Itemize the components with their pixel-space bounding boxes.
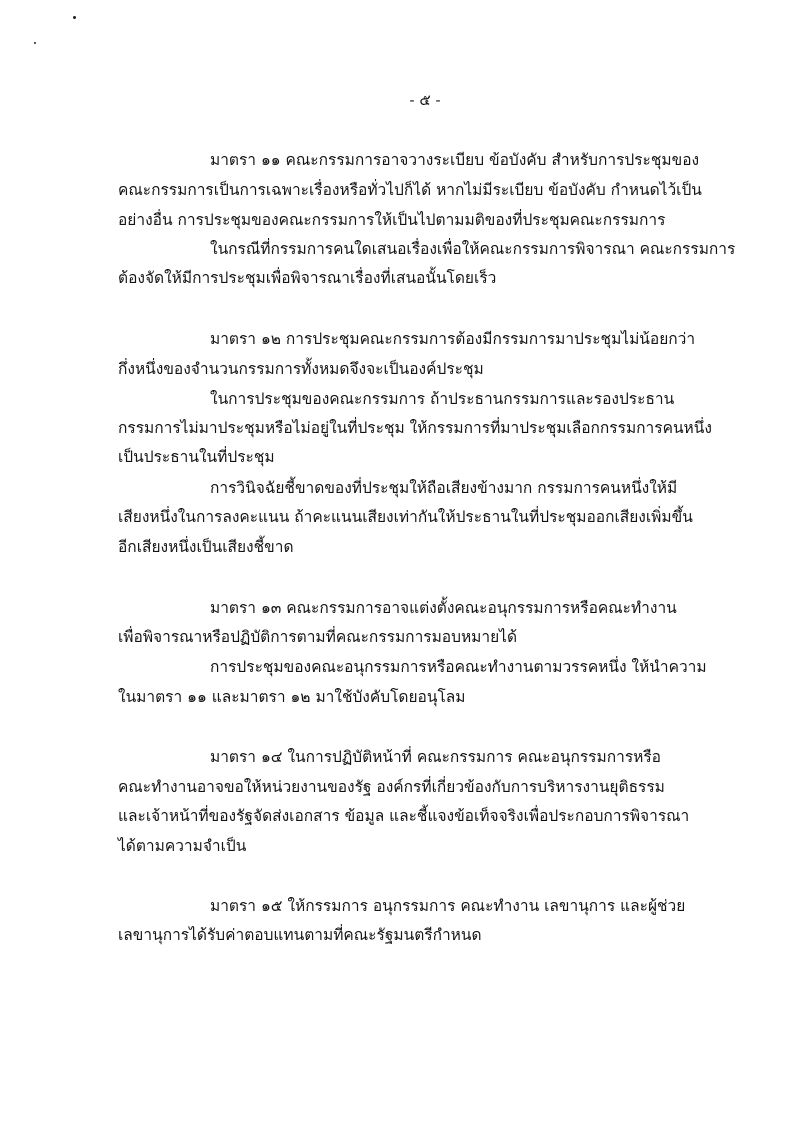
section-12-text-line: เป็นประธานในที่ประชุม [118,448,275,466]
section-14-heading-line: มาตรา ๑๔ ในการปฏิบัติหน้าที่ คณะกรรมการ คณะอนุกรรมการหรือ [210,748,661,766]
section-12-paragraph-2-line: ในการประชุมของคณะกรรมการ ถ้าประธานกรรมการและรองประธาน [210,390,675,408]
section-11-text-line: คณะกรรมการเป็นการเฉพาะเรื่องหรือทั่วไปก็ได้ หากไม่มีระเบียบ ข้อบังคับ กำหนดไว้เป็น [118,181,702,199]
section-14-text-line: และเจ้าหน้าที่ของรัฐจัดส่งเอกสาร ข้อมูล และชี้แจงข้อเท็จจริงเพื่อประกอบการพิจารณา [118,807,690,825]
section-13-text-line: เพื่อพิจารณาหรือปฏิบัติการตามที่คณะกรรมการมอบหมายได้ [118,628,518,646]
section-12-paragraph-3-line: การวินิจฉัยชี้ขาดของที่ประชุมให้ถือเสียงข้างมาก กรรมการคนหนึ่งให้มี [210,479,678,497]
section-11-text-line: อย่างอื่น การประชุมของคณะกรรมการให้เป็นไปตามมติของที่ประชุมคณะกรรมการ [118,211,666,229]
section-13-paragraph-2-line: การประชุมของคณะอนุกรรมการหรือคณะทำงานตามวรรคหนึ่ง ให้นำความ [210,658,707,676]
section-12-heading-line: มาตรา ๑๒ การประชุมคณะกรรมการต้องมีกรรมการมาประชุมไม่น้อยกว่า [210,330,696,348]
section-14-text-line: ได้ตามความจำเป็น [118,837,247,855]
section-13-heading-line: มาตรา ๑๓ คณะกรรมการอาจแต่งตั้งคณะอนุกรรมการหรือคณะทำงาน [210,599,677,617]
section-13-text-line: ในมาตรา ๑๑ และมาตรา ๑๒ มาใช้บังคับโดยอนุโลม [118,688,466,706]
section-15-heading-line: มาตรา ๑๕ ให้กรรมการ อนุกรรมการ คณะทำงาน เลขานุการ และผู้ช่วย [210,897,686,915]
section-11-paragraph-2-line: ในกรณีที่กรรมการคนใดเสนอเรื่องเพื่อให้คณะกรรมการพิจารณา คณะกรรมการ [210,240,736,258]
section-12-text-line: กึ่งหนึ่งของจำนวนกรรมการทั้งหมดจึงจะเป็นองค์ประชุม [118,360,484,378]
section-12-text-line: อีกเสียงหนึ่งเป็นเสียงชี้ขาด [118,538,294,556]
section-12-text-line: กรรมการไม่มาประชุมหรือไม่อยู่ในที่ประชุม ให้กรรมการที่มาประชุมเลือกกรรมการคนหนึ่ง [118,419,712,437]
scan-speck [73,16,76,19]
section-11-heading-line: มาตรา ๑๑ คณะกรรมการอาจวางระเบียบ ข้อบังคับ สำหรับการประชุมของ [210,151,700,169]
scan-speck [34,42,36,44]
page-number: - ๕ - [409,91,441,109]
section-14-text-line: คณะทำงานอาจขอให้หน่วยงานของรัฐ องค์กรที่เกี่ยวข้องกับการบริหารงานยุติธรรม [118,778,665,796]
section-15-text-line: เลขานุการได้รับค่าตอบแทนตามที่คณะรัฐมนตรีกำหนด [118,926,482,944]
section-12-text-line: เสียงหนึ่งในการลงคะแนน ถ้าคะแนนเสียงเท่ากันให้ประธานในที่ประชุมออกเสียงเพิ่มขึ้น [118,508,693,526]
section-11-text-line: ต้องจัดให้มีการประชุมเพื่อพิจารณาเรื่องที่เสนอนั้นโดยเร็ว [118,269,497,287]
